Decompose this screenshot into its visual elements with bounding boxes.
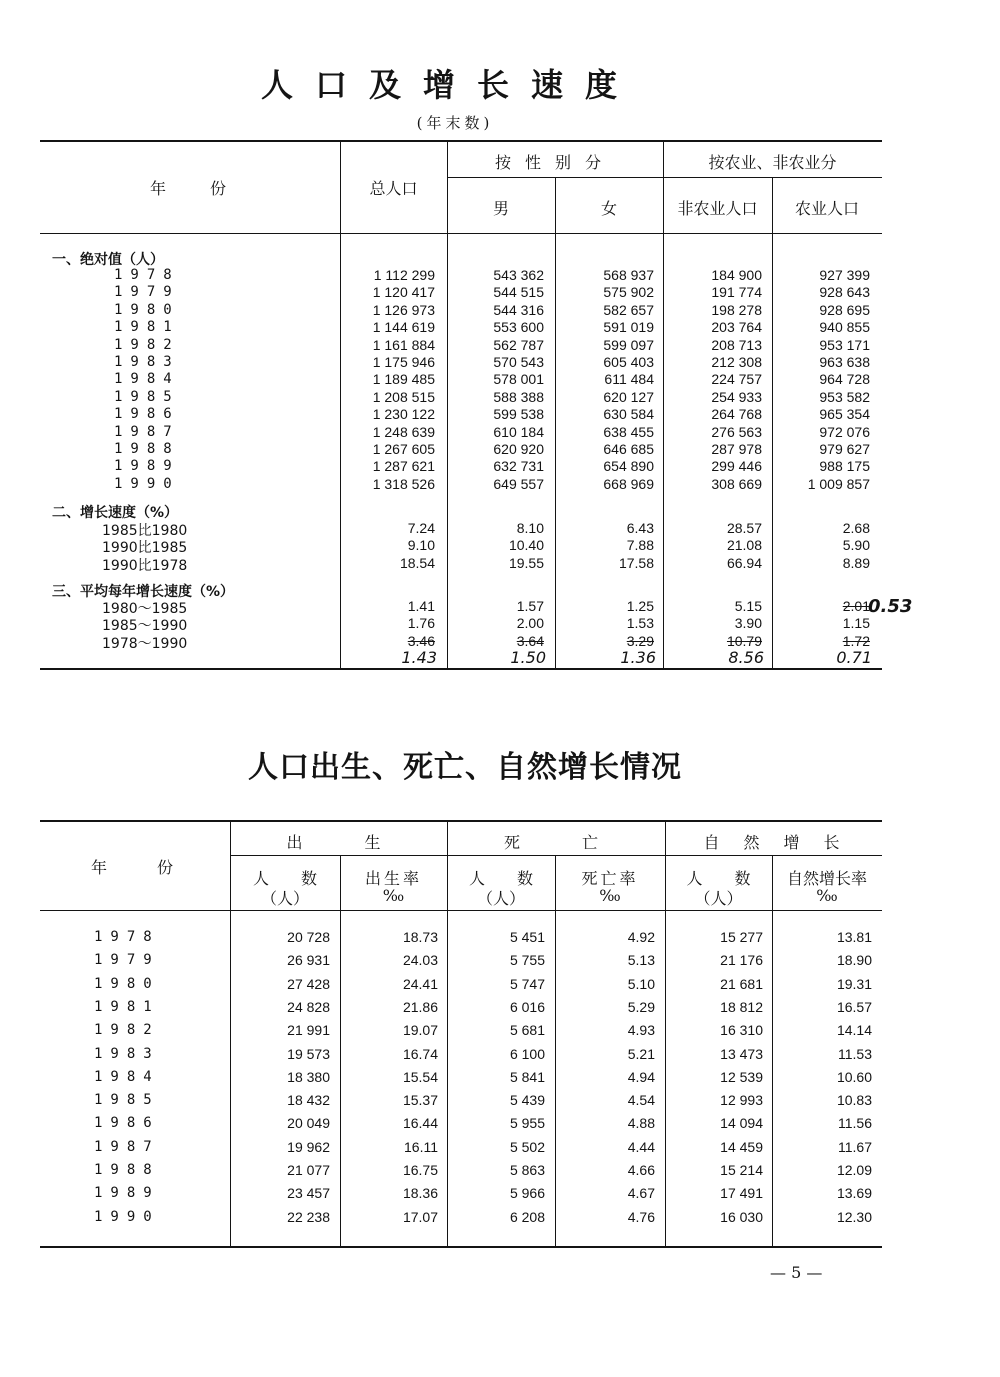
table-cell-birth-count: 26 931: [287, 952, 330, 969]
table-cell-female: 620 127: [603, 388, 654, 405]
table-cell-natural-count: 14 459: [720, 1138, 763, 1155]
table-cell-natural-rate: 11.67: [838, 1138, 872, 1155]
table-cell-nonagri: 10.79: [726, 632, 762, 649]
table-cell-nonagri: 264 768: [711, 406, 762, 423]
t1-header-male: 男: [492, 199, 509, 218]
table-row-year: 1988: [94, 1162, 160, 1178]
table-cell-agri: 5.90: [842, 537, 870, 554]
table-cell-female: 3.29: [626, 632, 654, 649]
table-cell-natural-count: 16 030: [720, 1208, 763, 1225]
table-cell-birth-count: 24 828: [287, 998, 330, 1015]
table-cell-natural-count: 14 094: [720, 1115, 763, 1132]
table-row-year: 1981: [114, 319, 180, 336]
table-cell-female: 582 657: [603, 301, 654, 318]
table-row-year: 1985: [114, 388, 180, 405]
table-cell-male: 632 731: [493, 458, 544, 475]
t2-header-death-rate: 死亡率: [581, 869, 639, 888]
table-cell-male: 610 184: [493, 423, 544, 440]
t2-header-death-unit: （人）: [476, 889, 525, 908]
table-cell-nonagri: 208 713: [711, 336, 762, 353]
table-cell-female: 575 902: [603, 284, 654, 301]
table-cell-nonagri: 299 446: [711, 458, 762, 475]
table-cell-birth-count: 27 428: [287, 975, 330, 992]
table-cell-total: 9.10: [407, 537, 435, 554]
table-cell-agri: 1 009 857: [807, 475, 870, 492]
table-cell-total: 1.76: [407, 615, 435, 632]
t1-header-year: 年 份: [149, 179, 230, 198]
t2-top-rule: [40, 820, 882, 822]
t1-header-nonagri: 非农业人口: [677, 199, 758, 218]
table-cell-natural-rate: 10.60: [836, 1068, 872, 1085]
table-cell-natural-count: 12 993: [720, 1092, 763, 1109]
table-cell-nonagri: 276 563: [711, 423, 762, 440]
table-row-period: 1990比1978: [102, 557, 188, 574]
table-cell-male: 1.57: [516, 598, 544, 614]
table-row-period: 1985～1990: [102, 618, 188, 635]
table-cell-agri: 940 855: [819, 319, 870, 336]
table-cell-female: 6.43: [626, 520, 654, 536]
table-cell-female: 17.58: [618, 554, 654, 571]
table-cell-birth-count: 22 238: [287, 1208, 330, 1225]
table-row-year: 1983: [114, 354, 180, 370]
table-row-year: 1985: [94, 1092, 160, 1109]
table-cell-agri: 1.15: [842, 615, 870, 632]
table-cell-male: 599 538: [493, 406, 544, 423]
table-cell-female: 591 019: [603, 319, 654, 336]
table-cell-death-count: 5 747: [509, 975, 545, 992]
table-cell-death-count: 5 841: [509, 1068, 545, 1085]
table-row-year: 1987: [114, 423, 180, 440]
table-row-year: 1989: [94, 1185, 160, 1202]
table-cell-nonagri: 21.08: [726, 537, 762, 554]
table-cell-male: 543 362: [493, 267, 544, 283]
t2-header-death-permille: ‰: [599, 886, 621, 905]
table-cell-birth-count: 18 432: [287, 1092, 330, 1109]
table-cell-death-rate: 4.44: [627, 1138, 655, 1155]
table-cell-agri: 2.01: [842, 598, 870, 614]
table-cell-total: 1 267 605: [372, 441, 435, 457]
table-cell-natural-count: 15 214: [720, 1162, 763, 1178]
table-row-period: 1978～1990: [102, 635, 188, 652]
table-cell-death-rate: 4.76: [627, 1208, 655, 1225]
table-cell-nonagri: 308 669: [711, 475, 762, 492]
table-cell-birth-count: 21 991: [287, 1022, 330, 1039]
t1-header-female: 女: [600, 199, 617, 218]
table-cell-total: 18.54: [399, 554, 435, 571]
table-row-year: 1978: [114, 267, 180, 283]
table-cell-death-count: 5 681: [509, 1022, 545, 1039]
table-cell-agri: 927 399: [819, 267, 870, 283]
table-cell-total: 1 161 884: [372, 336, 435, 353]
table-cell-natural-rate: 10.83: [836, 1092, 872, 1109]
table-cell-total: 1 318 526: [372, 475, 435, 492]
handwritten-correction: 8.56: [728, 648, 764, 667]
table-cell-total: 1.41: [407, 598, 435, 614]
table-cell-nonagri: 203 764: [711, 319, 762, 336]
table-cell-male: 10.40: [508, 537, 544, 554]
table-cell-birth-rate: 16.75: [402, 1162, 438, 1178]
table-row-year: 1981: [94, 998, 160, 1015]
table-cell-male: 19.55: [508, 554, 544, 571]
table-cell-birth-rate: 16.11: [404, 1138, 438, 1155]
table-cell-death-rate: 4.66: [627, 1162, 655, 1178]
table-cell-agri: 972 076: [819, 423, 870, 440]
table-cell-birth-count: 23 457: [287, 1185, 330, 1202]
table-cell-nonagri: 198 278: [711, 301, 762, 318]
table-cell-death-rate: 4.92: [627, 929, 655, 945]
table-cell-death-rate: 5.13: [627, 952, 655, 969]
table-cell-total: 1 112 299: [373, 267, 435, 283]
table-cell-agri: 963 638: [819, 354, 870, 370]
handwritten-correction: 0.71: [836, 648, 872, 667]
handwritten-correction: 1.36: [620, 648, 656, 667]
table-cell-nonagri: 184 900: [711, 267, 762, 283]
table-row-year: 1980: [114, 301, 180, 318]
table-cell-nonagri: 191 774: [711, 284, 762, 301]
table-cell-death-count: 5 502: [509, 1138, 545, 1155]
handwritten-correction: 1.43: [401, 648, 437, 667]
table-cell-male: 588 388: [493, 388, 544, 405]
table-cell-natural-rate: 13.81: [836, 929, 872, 945]
table-cell-death-count: 6 100: [509, 1045, 545, 1062]
table-row-year: 1989: [114, 458, 180, 475]
table-cell-total: 3.46: [407, 632, 435, 649]
table-cell-total: 1 248 639: [372, 423, 435, 440]
table-cell-total: 1 287 621: [372, 458, 435, 475]
t2-header-natural-rate: 自然增长率: [786, 869, 867, 888]
table-cell-female: 7.88: [626, 537, 654, 554]
t2-header-natural-unit: （人）: [694, 889, 743, 908]
table-cell-male: 553 600: [493, 319, 544, 336]
table-cell-total: 1 175 946: [372, 354, 435, 370]
table-cell-male: 544 316: [493, 301, 544, 318]
table-cell-death-count: 5 755: [509, 952, 545, 969]
table-cell-male: 562 787: [493, 336, 544, 353]
table-cell-natural-rate: 19.31: [836, 975, 872, 992]
t2-header-death-count: 人 数: [468, 869, 533, 888]
table-cell-birth-rate: 17.07: [402, 1208, 438, 1225]
table-cell-nonagri: 28.57: [726, 520, 762, 536]
t1-header-by-agri: 按农业、非农业分: [708, 153, 837, 172]
table-cell-natural-count: 21 176: [720, 952, 763, 969]
table-cell-natural-rate: 12.30: [836, 1208, 872, 1225]
table-cell-death-count: 5 451: [509, 929, 545, 945]
page-number: — 5 —: [770, 1263, 823, 1282]
table-cell-death-count: 5 966: [509, 1185, 545, 1202]
table-cell-death-rate: 5.21: [627, 1045, 655, 1062]
table-cell-birth-rate: 15.37: [402, 1092, 438, 1109]
table-cell-male: 2.00: [516, 615, 544, 632]
table-cell-agri: 953 171: [819, 336, 870, 353]
table-cell-male: 620 920: [493, 441, 544, 457]
table-cell-agri: 928 643: [819, 284, 870, 301]
table-cell-female: 605 403: [603, 354, 654, 370]
table-cell-female: 1.53: [626, 615, 654, 632]
t2-header-birth-permille: ‰: [382, 886, 405, 905]
table-cell-birth-count: 20 728: [287, 929, 330, 945]
handwritten-correction: 1.50: [510, 648, 546, 667]
table-cell-total: 7.24: [407, 520, 435, 536]
table-cell-birth-rate: 24.41: [402, 975, 438, 992]
table-row-year: 1986: [94, 1115, 160, 1132]
table1-title: 人口及增长速度: [260, 66, 639, 104]
t1-sub-rule: [447, 177, 882, 178]
table-row-year: 1979: [94, 952, 160, 969]
table-row-year: 1982: [94, 1022, 160, 1039]
table-row-period: 1980～1985: [102, 601, 188, 617]
table-row-year: 1990: [94, 1208, 160, 1225]
table-cell-total: 1 144 619: [372, 319, 435, 336]
table-cell-female: 568 937: [603, 267, 654, 283]
table-cell-death-rate: 4.54: [627, 1092, 655, 1109]
table1-subtitle: (年末数): [416, 114, 494, 132]
table-cell-nonagri: 287 978: [711, 441, 762, 457]
t2-header-natural-count: 人 数: [686, 869, 751, 888]
table-cell-total: 1 230 122: [372, 406, 435, 423]
table-row-period: 1990比1985: [102, 540, 188, 557]
table-cell-agri: 988 175: [819, 458, 870, 475]
table-cell-birth-count: 21 077: [287, 1162, 330, 1178]
t1-section-avg: 三、平均每年增长速度（%）: [52, 584, 235, 600]
table-row-year: 1978: [94, 929, 160, 945]
table-cell-male: 3.64: [516, 632, 544, 649]
table-cell-female: 599 097: [603, 336, 654, 353]
table-cell-nonagri: 254 933: [711, 388, 762, 405]
table-cell-birth-rate: 16.44: [402, 1115, 438, 1132]
table-row-year: 1986: [114, 406, 180, 423]
table-row-year: 1980: [94, 975, 160, 992]
table-cell-death-rate: 5.10: [627, 975, 655, 992]
table-cell-agri: 965 354: [819, 406, 870, 423]
table-cell-natural-rate: 16.57: [836, 998, 872, 1015]
t2-header-birth: 出 生: [286, 833, 391, 852]
table-cell-nonagri: 66.94: [726, 554, 762, 571]
t2-header-birth-unit: （人）: [260, 889, 309, 908]
table-cell-natural-count: 15 277: [720, 929, 763, 945]
table-cell-agri: 8.89: [842, 554, 870, 571]
table-cell-agri: 953 582: [819, 388, 870, 405]
table-cell-birth-rate: 21.86: [402, 998, 438, 1015]
table-cell-death-count: 5 955: [509, 1115, 545, 1132]
table-cell-total: 1 126 973: [372, 301, 435, 318]
t1-header-total: 总人口: [369, 179, 418, 198]
t1-header-rule: [40, 233, 882, 234]
table-cell-female: 638 455: [603, 423, 654, 440]
table-cell-birth-count: 19 573: [287, 1045, 330, 1062]
t2-bottom-rule: [40, 1246, 882, 1248]
table-cell-death-count: 6 016: [509, 998, 545, 1015]
table-row-year: 1987: [94, 1138, 160, 1155]
t2-header-natural-permille: ‰: [816, 886, 838, 905]
table-cell-male: 570 543: [493, 354, 544, 370]
table-cell-nonagri: 5.15: [734, 598, 762, 614]
t1-section-growth: 二、增长速度（%）: [52, 505, 179, 521]
t1-section-absolute: 一、绝对值（人）: [52, 252, 164, 268]
table-cell-female: 1.25: [626, 598, 654, 614]
table-cell-death-rate: 4.67: [627, 1185, 655, 1202]
table-cell-agri: 1.72: [842, 632, 870, 649]
table-cell-total: 1 189 485: [372, 371, 435, 388]
table-cell-birth-rate: 16.74: [402, 1045, 438, 1062]
table-row-period: 1985比1980: [102, 523, 188, 539]
table-cell-total: 1 120 417: [372, 284, 435, 301]
table-cell-agri: 928 695: [819, 301, 870, 318]
table-cell-natural-rate: 11.53: [838, 1045, 872, 1062]
table-cell-natural-count: 16 310: [720, 1022, 763, 1039]
table-cell-total: 1 208 515: [372, 388, 435, 405]
table-cell-natural-count: 17 491: [720, 1185, 763, 1202]
table-cell-natural-rate: 13.69: [836, 1185, 872, 1202]
table2-title: 人口出生、死亡、自然增长情况: [248, 750, 682, 785]
table-cell-natural-rate: 12.09: [836, 1162, 872, 1178]
table-cell-birth-rate: 18.36: [402, 1185, 438, 1202]
table-row-year: 1988: [114, 441, 180, 457]
table-cell-birth-count: 19 962: [287, 1138, 330, 1155]
table-cell-natural-rate: 18.90: [836, 952, 872, 969]
table-cell-nonagri: 224 757: [711, 371, 762, 388]
t2-header-rule: [40, 910, 882, 911]
handwritten-margin-note: 0.53: [868, 596, 913, 617]
table-cell-female: 646 685: [603, 441, 654, 457]
table-row-year: 1979: [114, 284, 180, 301]
table-cell-birth-rate: 18.73: [402, 929, 438, 945]
table-cell-birth-rate: 15.54: [402, 1068, 438, 1085]
t1-header-by-sex: 按性别分: [494, 153, 615, 172]
t1-top-rule: [40, 140, 882, 142]
table-cell-death-rate: 5.29: [627, 998, 655, 1015]
table-cell-natural-count: 13 473: [720, 1045, 763, 1062]
table-cell-nonagri: 3.90: [734, 615, 762, 632]
table-cell-male: 8.10: [516, 520, 544, 536]
table-cell-female: 654 890: [603, 458, 654, 475]
table-cell-female: 630 584: [603, 406, 654, 423]
table-cell-male: 649 557: [493, 475, 544, 492]
table-row-year: 1984: [94, 1068, 160, 1085]
table-cell-birth-rate: 24.03: [402, 952, 438, 969]
table-row-year: 1982: [114, 336, 180, 353]
table-row-year: 1984: [114, 371, 180, 388]
table-cell-male: 544 515: [493, 284, 544, 301]
table-cell-death-rate: 4.88: [627, 1115, 655, 1132]
table-cell-nonagri: 212 308: [711, 354, 762, 370]
t2-header-birth-count: 人 数: [252, 869, 317, 888]
t1-bottom-rule: [40, 668, 882, 670]
table-row-year: 1983: [94, 1045, 160, 1062]
table-cell-birth-count: 20 049: [287, 1115, 330, 1132]
table-cell-female: 611 484: [604, 371, 654, 388]
table-cell-agri: 979 627: [819, 441, 870, 457]
table-cell-death-rate: 4.94: [627, 1068, 655, 1085]
table-cell-death-count: 5 863: [509, 1162, 545, 1178]
table-cell-male: 578 001: [493, 371, 544, 388]
table-cell-natural-count: 18 812: [720, 998, 763, 1015]
table-cell-agri: 964 728: [819, 371, 870, 388]
t2-header-birth-rate: 出生率: [364, 869, 422, 888]
table-cell-natural-rate: 11.56: [838, 1115, 872, 1132]
table-row-year: 1990: [114, 475, 180, 492]
table-cell-death-count: 6 208: [509, 1208, 545, 1225]
table-cell-death-count: 5 439: [509, 1092, 545, 1109]
table-cell-agri: 2.68: [842, 520, 870, 536]
t2-sub-rule: [230, 855, 882, 856]
t1-header-agri: 农业人口: [794, 199, 859, 218]
t2-header-natural: 自 然 增 长: [703, 833, 844, 852]
t2-header-death: 死 亡: [503, 833, 608, 852]
t2-header-year: 年 份: [90, 858, 179, 877]
table-cell-female: 668 969: [603, 475, 654, 492]
table-cell-natural-count: 21 681: [720, 975, 763, 992]
table-cell-birth-rate: 19.07: [402, 1022, 438, 1039]
table-cell-death-rate: 4.93: [627, 1022, 655, 1039]
table-cell-birth-count: 18 380: [287, 1068, 330, 1085]
table-cell-natural-rate: 14.14: [836, 1022, 872, 1039]
table-cell-natural-count: 12 539: [720, 1068, 763, 1085]
